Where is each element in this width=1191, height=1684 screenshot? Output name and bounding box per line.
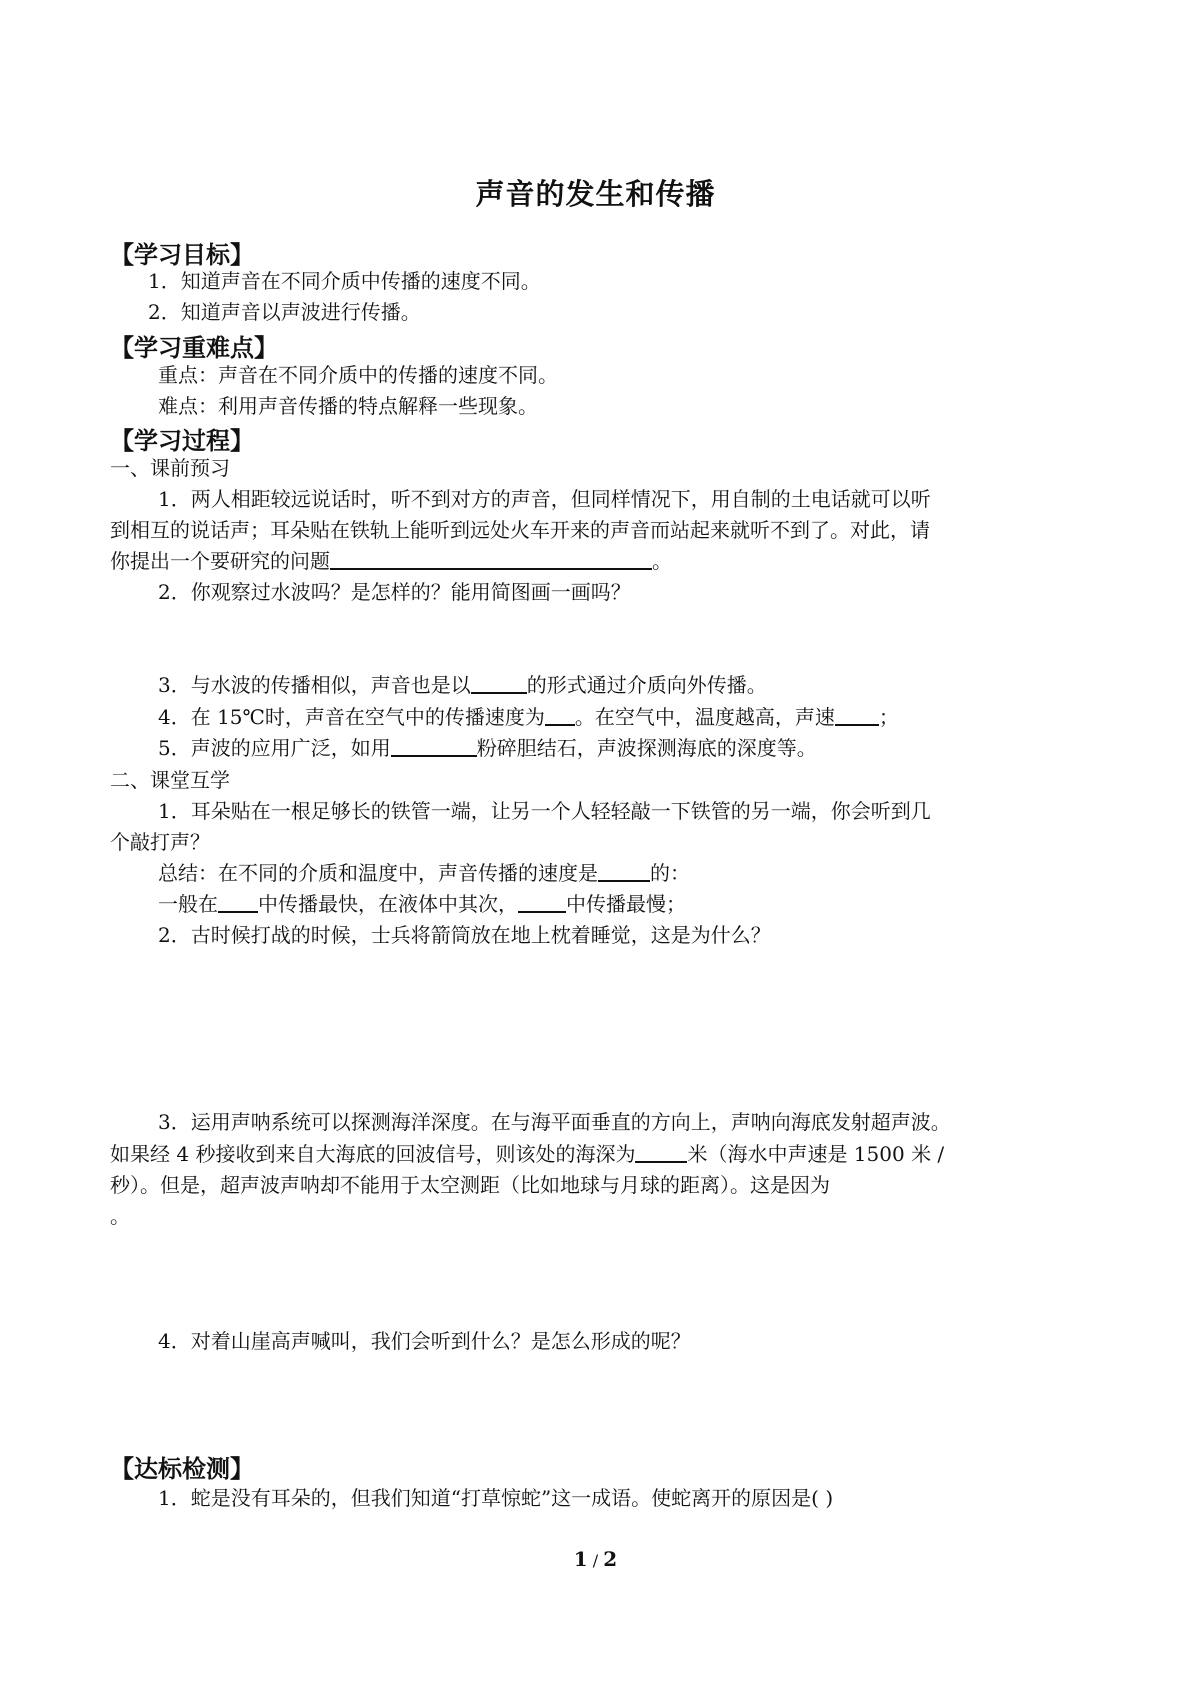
answer-blank	[391, 735, 477, 757]
general-text-end: 中传播最慢；	[566, 892, 686, 916]
classroom-q3-line2	[110, 1140, 944, 1168]
section-heading-process: 【学习过程】	[110, 427, 254, 455]
test-q1: 1．蛇是没有耳朵的，但我们知道“打草惊蛇”这一成语。使蛇离开的原因是( )	[158, 1486, 834, 1510]
section-heading-key-points: 【学习重难点】	[110, 334, 278, 362]
page-total: 2	[603, 1547, 618, 1571]
preview-q4-text-mid: 。在空气中，温度越高，声速	[574, 705, 835, 729]
classroom-q1-line1: 1．耳朵贴在一根足够长的铁管一端，让另一个人轻轻敲一下铁管的另一端，你会听到几	[158, 799, 931, 823]
preview-q5-text: 5．声波的应用广泛，如用	[158, 736, 391, 760]
classroom-q4: 4．对着山崖高声喊叫，我们会听到什么？是怎么形成的呢？	[158, 1329, 691, 1353]
section-heading-test: 【达标检测】	[110, 1455, 254, 1483]
preview-q4-text-end: ；	[878, 705, 899, 729]
key-difficulty: 难点：利用声音传播的特点解释一些现象。	[158, 394, 538, 418]
objective-2: 2．知道声音以声波进行传播。	[148, 300, 421, 324]
preview-q3-text-end: 的形式通过介质向外传播。	[526, 673, 767, 697]
classroom-summary	[158, 859, 690, 887]
preview-q3	[158, 671, 767, 699]
classroom-q3-line3: 秒）。但是，超声波声呐却不能用于太空测距（比如地球与月球的距离）。这是因为	[110, 1173, 830, 1197]
preview-q3-text: 3．与水波的传播相似，声音也是以	[158, 673, 471, 697]
classroom-general	[158, 890, 686, 918]
page-current: 1	[573, 1547, 588, 1571]
general-text: 一般在	[158, 892, 218, 916]
preview-q1-line2: 到相互的说话声；耳朵贴在铁轨上能听到远处火车开来的声音而站起来就听不到了。对此，请	[110, 518, 930, 542]
classroom-heading: 二、课堂互学	[110, 768, 230, 792]
page-number	[0, 1547, 1191, 1571]
preview-q4	[158, 703, 899, 731]
section-heading-objectives: 【学习目标】	[110, 241, 254, 269]
answer-blank	[598, 860, 650, 882]
answer-blank	[471, 672, 527, 694]
summary-text: 总结：在不同的介质和温度中，声音传播的速度是	[158, 861, 598, 885]
preview-q2: 2．你观察过水波吗？是怎样的？能用简图画一画吗？	[158, 580, 631, 604]
answer-blank	[545, 704, 575, 726]
answer-blank	[330, 548, 652, 570]
page-title: 声音的发生和传播	[475, 177, 716, 211]
key-focus: 重点：声音在不同介质中的传播的速度不同。	[158, 363, 558, 387]
preview-q5-text-end: 粉碎胆结石，声波探测海底的深度等。	[476, 736, 817, 760]
answer-blank	[635, 1141, 687, 1163]
preview-q4-text: 4．在 15℃时，声音在空气中的传播速度为	[158, 705, 545, 729]
classroom-q1-line2: 个敲打声？	[110, 830, 210, 854]
objective-1: 1．知道声音在不同介质中传播的速度不同。	[148, 269, 541, 293]
preview-heading: 一、课前预习	[110, 456, 230, 480]
preview-q1-line1: 1．两人相距较远说话时，听不到对方的声音，但同样情况下，用自制的土电话就可以听	[158, 487, 931, 511]
preview-q5	[158, 734, 817, 762]
q3-text-end: 米（海水中声速是 1500 米 /	[687, 1142, 945, 1166]
q3-text: 如果经 4 秒接收到来自大海底的回波信号，则该处的海深为	[110, 1142, 636, 1166]
classroom-q2: 2．古时候打战的时候，士兵将箭筒放在地上枕着睡觉，这是为什么？	[158, 923, 771, 947]
preview-q1-line3	[110, 547, 672, 575]
preview-q1-text: 你提出一个要研究的问题	[110, 549, 330, 573]
general-text-mid: 中传播最快，在液体中其次，	[258, 892, 518, 916]
classroom-q3-line1: 3．运用声呐系统可以探测海洋深度。在与海平面垂直的方向上，声呐向海底发射超声波。	[158, 1110, 951, 1134]
answer-blank	[518, 891, 566, 913]
answer-blank	[835, 704, 879, 726]
summary-text-end: 的：	[650, 861, 690, 885]
classroom-q3-line4: 。	[110, 1204, 130, 1228]
preview-q1-end: 。	[652, 549, 672, 573]
page-separator: /	[587, 1551, 604, 1570]
answer-blank	[218, 891, 258, 913]
